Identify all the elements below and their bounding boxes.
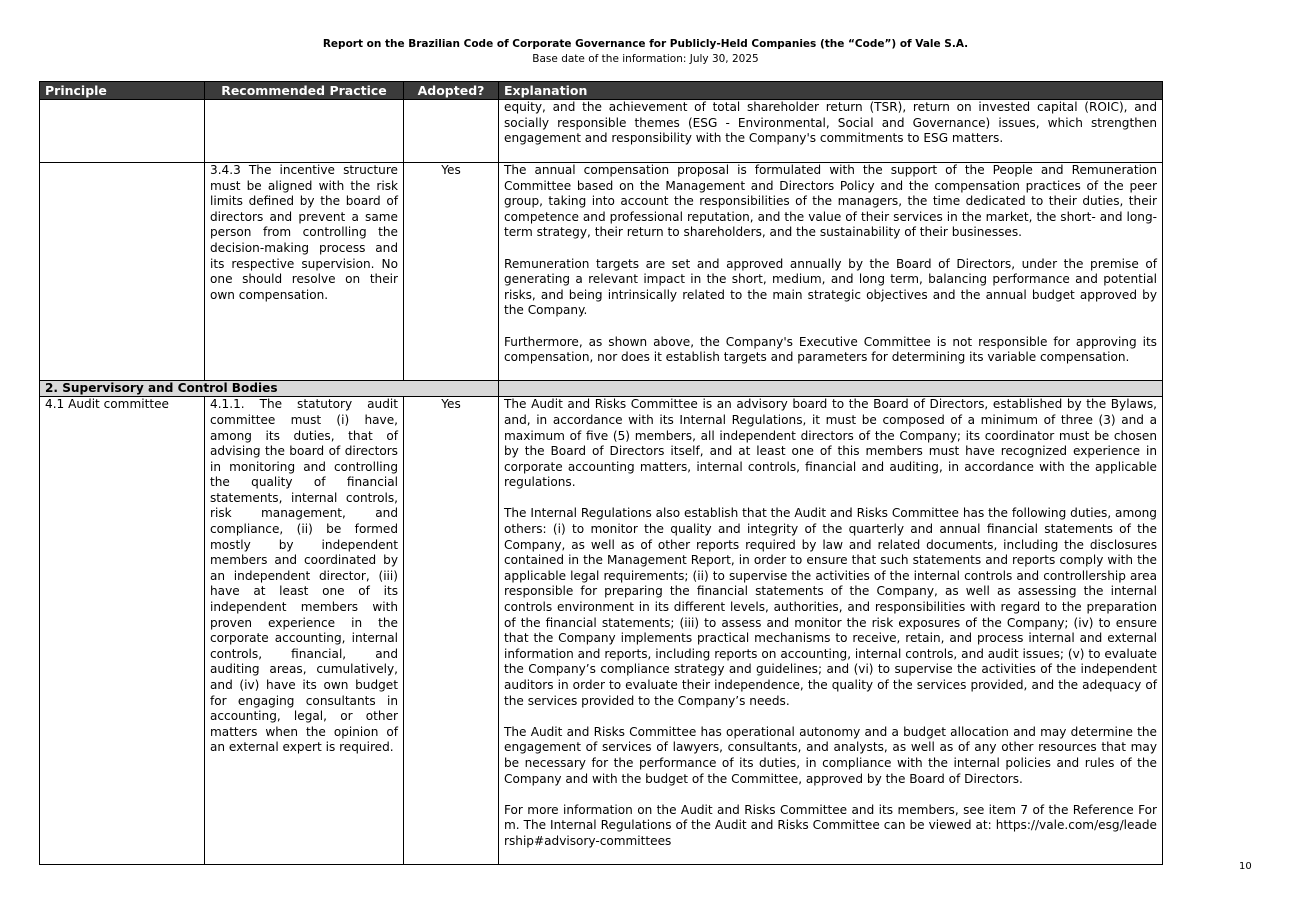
- explanation-paragraph: equity, and the achievement of total shareholder return (TSR), return on invested capital (ROIC), and socially responsible themes (ESG - Environmental, Social and Governance) issues, which strengthen engagement and responsibility with the Company's commitments to ESG matters.: [504, 100, 1157, 146]
- practice-cell: [205, 100, 404, 163]
- column-header-adopted: Adopted?: [404, 82, 499, 100]
- explanation-cell: [499, 100, 1163, 163]
- table-row: [40, 100, 1163, 163]
- explanation-paragraph: Furthermore, as shown above, the Company's Executive Committee is not responsible for approving its compensation, nor does it establish targets and parameters for determining its variable compensation.: [504, 334, 1157, 365]
- section-title: 2. Supervisory and Control Bodies: [40, 380, 499, 397]
- adopted-cell: Yes: [404, 163, 499, 381]
- column-header-practice: Recommended Practice: [205, 82, 404, 100]
- base-date: Base date of the information: July 30, 2025: [532, 53, 759, 65]
- practice-cell: 4.1.1. The statutory audit committee must (i) have, among its duties, that of advising the board of directors in monitoring and controlling the quality of financial statements, internal controls, risk management, and compliance, (ii) be formed mostly by independent members and coordinated by an independent director, (iii) have at least one of its independent members with proven experience in the corporate accounting, internal controls, financial, and auditing areas, cumulatively, and (iv) have its own budget for engaging consultants in accounting, legal, or other matters when the opinion of an external expert is required.: [205, 397, 404, 864]
- governance-table: [39, 81, 1163, 865]
- explanation-cell: [499, 163, 1163, 381]
- section-empty-cell: [499, 380, 1163, 397]
- table-row: [40, 397, 1163, 864]
- table-header-row: [40, 82, 1163, 100]
- explanation-paragraph: The annual compensation proposal is formulated with the support of the People and Remuneration Committee based on the Management and Directors Policy and the compensation practices of the peer group, taking into account the responsibilities of the managers, the time dedicated to their duties, their competence and professional reputation, and the value of their services in the market, the short- and long-term strategy, their return to shareholders, and the sustainability of their businesses.: [504, 163, 1157, 240]
- explanation-cell: [499, 397, 1163, 864]
- column-header-principle: Principle: [40, 82, 205, 100]
- principle-cell: [40, 163, 205, 381]
- adopted-cell: [404, 100, 499, 163]
- page-number: 10: [1239, 861, 1252, 872]
- explanation-paragraph: For more information on the Audit and Risks Committee and its members, see item 7 of the Reference Form. The Internal Regulations of the Audit and Risks Committee can be viewed at: https://vale.com/esg/leadership#advisory-committees: [504, 802, 1157, 848]
- column-header-explanation: Explanation: [499, 82, 1163, 100]
- adopted-cell: Yes: [404, 397, 499, 864]
- principle-cell: [40, 100, 205, 163]
- explanation-paragraph: The Internal Regulations also establish that the Audit and Risks Committee has the following duties, among others: (i) to monitor the quality and integrity of the quarterly and annual financial statements of the Company, as well as of other reports required by law and related documents, including the disclosures contained in the Management Report, in order to ensure that such statements and reports comply with the applicable legal requirements; (ii) to supervise the activities of the internal controls and controllership area responsible for preparing the financial statements of the Company, as well as assessing the internal controls environment in its different levels, authorities, and responsibilities with regard to the preparation of the financial statements; (iii) to assess and monitor the risk exposures of the Company; (iv) to ensure that the Company implements practical mechanisms to receive, retain, and process internal and external information and reports, including reports on accounting, internal controls, and audit issues; (v) to evaluate the Company’s compliance strategy and guidelines; and (vi) to supervise the activities of the independent auditors in order to evaluate their independence, the quality of the services provided, and the adequacy of the services provided to the Company’s needs.: [504, 506, 1157, 708]
- practice-cell: 3.4.3 The incentive structure must be aligned with the risk limits defined by the board of directors and prevent a same person from controlling the decision-making process and its respective supervision. No one should resolve on their own compensation.: [205, 163, 404, 381]
- table-row: [40, 163, 1163, 381]
- explanation-paragraph: The Audit and Risks Committee is an advisory board to the Board of Directors, established by the Bylaws, and, in accordance with its Internal Regulations, it must be composed of a minimum of three (3) and a maximum of five (5) members, all independent directors of the Company; its coordinator must be chosen by the Board of Directors itself, and at least one of this members must have recognized experience in corporate accounting matters, internal controls, financial and auditing, in accordance with the applicable regulations.: [504, 397, 1157, 490]
- explanation-paragraph: The Audit and Risks Committee has operational autonomy and a budget allocation and may determine the engagement of services of lawyers, consultants, and analysts, as well as of any other resources that may be necessary for the performance of its duties, in compliance with the internal policies and rules of the Company and with the budget of the Committee, approved by the Board of Directors.: [504, 724, 1157, 786]
- principle-cell: 4.1 Audit committee: [40, 397, 205, 864]
- report-title: Report on the Brazilian Code of Corporate Governance for Publicly-Held Companies (the “Code”) of Vale S.A.: [322, 38, 969, 50]
- section-row: [40, 380, 1163, 397]
- explanation-paragraph: Remuneration targets are set and approved annually by the Board of Directors, under the premise of generating a relevant impact in the short, medium, and long term, balancing performance and potential risks, and being intrinsically related to the main strategic objectives and the annual budget approved by the Company.: [504, 256, 1157, 318]
